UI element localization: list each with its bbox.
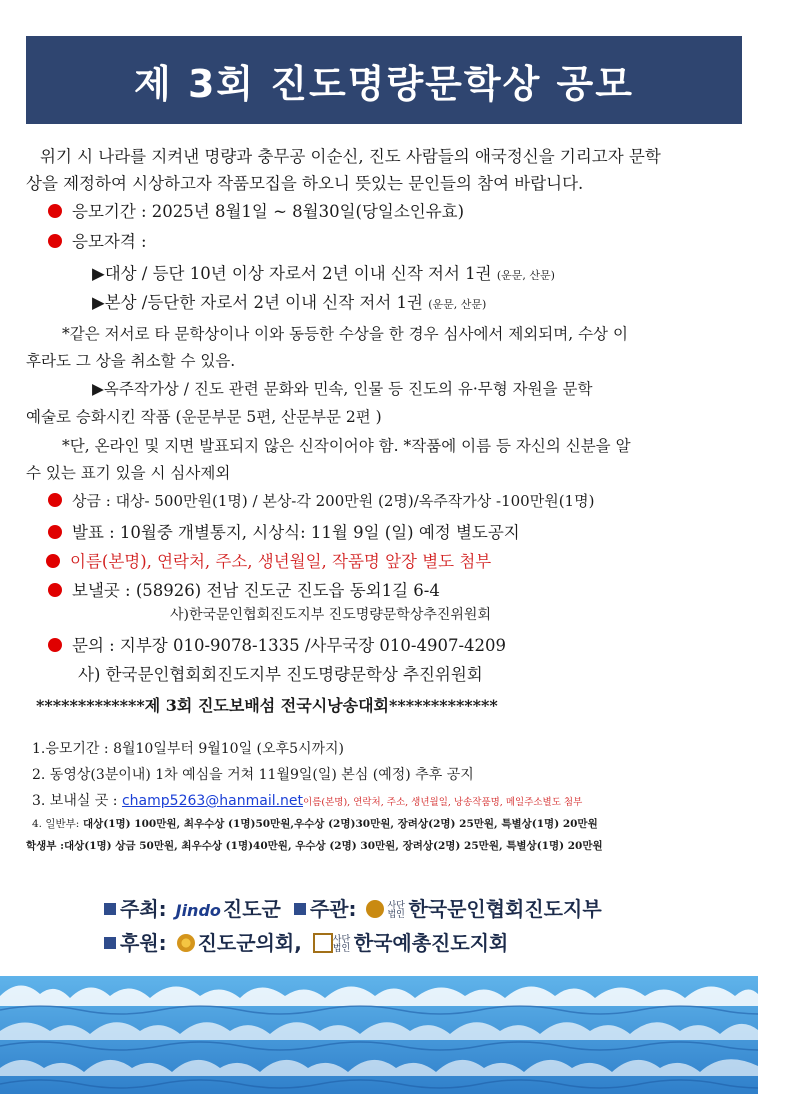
intro-text-1: 위기 시 나라를 지켜낸 명량과 충무공 이순신, 진도 사람들의 애국정신을 기리고자 문학 [40, 147, 661, 166]
main-prize-text: ▶본상 /등단한 자로서 2년 이내 신작 저서 1권 [92, 293, 423, 312]
announce-text: 발표 : 10월중 개별통지, 시상식: 11월 9일 (일) 예정 별도공지 [72, 523, 520, 542]
recital-item-1 [32, 738, 752, 758]
recital-item-3-label: 3. 보내실 곳 : [32, 793, 118, 809]
okju-text-1: ▶옥주작가상 / 진도 관련 문화와 민속, 인물 등 진도의 유·무형 자원을 문학 [92, 380, 593, 398]
grand-prize-item [92, 260, 800, 284]
qualification-item [26, 228, 746, 252]
bullet-icon [48, 638, 62, 652]
okju-text-2: 예술로 승화시킨 작품 (운문부문 5편, 산문부문 2편 ) [26, 408, 382, 426]
send-org [170, 604, 800, 624]
support-2: 한국예총진도지회 [353, 931, 509, 955]
bullet-icon [48, 234, 62, 248]
recital-item-4 [32, 816, 752, 831]
okju-line-1 [26, 377, 746, 399]
email-link[interactable]: champ5263@hanmail.net [121, 793, 304, 809]
title-banner [26, 36, 742, 124]
bullet-icon [48, 204, 62, 218]
note-1-text-2: 후라도 그 상을 취소할 수 있음. [26, 352, 236, 370]
organizers-row-2 [104, 927, 800, 956]
prize-item [26, 490, 746, 511]
manage-badge: 사단 법인 [387, 900, 405, 920]
support-1: 진도군의회, [197, 931, 302, 955]
recital-item-3 [32, 790, 752, 810]
main-prize-item [92, 289, 800, 313]
grand-prize-text: ▶대상 / 등단 10년 이상 자로서 2년 이내 신작 저서 1권 [92, 264, 492, 283]
inquiry-org [78, 661, 798, 685]
inquiry-item [26, 632, 746, 656]
recital-item-3-note: 이름(본명), 연락처, 주소, 생년월일, 낭송작품명, 메일주소별도 첨부 [303, 797, 583, 808]
note-1-line-2 [26, 349, 746, 371]
intro-text-2: 상을 제정하여 시상하고자 작품모집을 하오니 뜻있는 문인들의 참여 바랍니다. [26, 174, 584, 193]
recital-item-2 [32, 764, 752, 784]
square-bullet-icon [294, 903, 306, 915]
attach-text: 이름(본명), 연락처, 주소, 생년월일, 작품명 앞장 별도 첨부 [70, 552, 492, 571]
host-name: 진도군 [222, 897, 281, 921]
main-prize-note: (운문, 산문) [428, 298, 487, 311]
grand-prize-note: (운문, 산문) [496, 269, 555, 282]
page-title: 제 3회 진도명량문학상 공모 [134, 61, 634, 106]
attach-item [26, 548, 746, 572]
council-emblem-icon [177, 934, 195, 952]
bullet-icon [48, 525, 62, 539]
inquiry-org-text: 사) 한국문인협회회진도지부 진도명량문학상 추진위원회 [78, 665, 483, 684]
send-text: 보낼곳 : (58926) 전남 진도군 진도읍 동외1길 6-4 [72, 581, 440, 600]
arts-council-emblem-icon [313, 933, 333, 953]
announce-item [26, 519, 746, 543]
recital-student [26, 838, 746, 853]
inquiry-text: 문의 : 지부장 010-9078-1335 /사무국장 010-4907-4209 [72, 636, 507, 655]
note-2-text-1: *단, 온라인 및 지면 발표되지 않은 신작이어야 함. *작품에 이름 등 자신의 신분을 알 [62, 437, 631, 455]
intro-line-2 [26, 170, 746, 194]
jindo-logo: Jindo [175, 901, 221, 920]
recital-title-text: *************제 3회 진도보배섬 전국시낭송대회************* [36, 696, 498, 715]
association-emblem-icon [366, 900, 384, 918]
qualification-text: 응모자격 : [72, 232, 147, 251]
bullet-icon [48, 583, 62, 597]
bullet-icon [48, 493, 62, 507]
note-2-text-2: 수 있는 표기 있을 시 심사제외 [26, 464, 231, 482]
wave-banner [0, 976, 758, 1094]
recital-item-1-text: 1.응모기간 : 8월10일부터 9월10일 (오후5시까지) [32, 741, 345, 757]
recital-item-2-text: 2. 동영상(3분이내) 1차 예심을 거쳐 11월9일(일) 본심 (예정) 추후 공지 [32, 767, 474, 783]
square-bullet-icon [104, 937, 116, 949]
note-1-line-1 [26, 322, 746, 344]
recital-title [36, 693, 756, 716]
note-2-line-1 [26, 434, 746, 456]
wave-crests [0, 985, 758, 1076]
send-org-text: 사)한국문인협회진도지부 진도명량문학상추진위원회 [170, 607, 491, 623]
recital-student-text: 학생부 :대상(1명) 상금 50만원, 최우수상 (1명)40만원, 우수상 (2명) 30만원, 장려상(2명) 25만원, 특별상(1명) 20만원 [26, 840, 603, 852]
period-item [26, 198, 746, 222]
recital-item-4-text: 대상(1명) 100만원, 최우수상 (1명)50만원,우수상 (2명)30만원, 장려상(2명) 25만원, 특별상(1명) 20만원 [82, 818, 598, 830]
note-1-text-1: *같은 저서로 타 문학상이나 이와 동등한 수상을 한 경우 심사에서 제외되며, 수상 이 [62, 325, 628, 343]
okju-line-2 [26, 405, 746, 427]
square-bullet-icon [104, 903, 116, 915]
manage-name: 한국문인협회진도지부 [408, 897, 602, 921]
period-text: 응모기간 : 2025년 8월1일 ~ 8월30일(당일소인유효) [72, 202, 465, 221]
recital-item-4-prefix: 4. 일반부: [32, 818, 80, 830]
note-2-line-2 [26, 461, 746, 483]
support-2-badge: 사단 법인 [332, 934, 351, 954]
send-item [26, 577, 746, 601]
intro-line-1 [26, 143, 746, 167]
host-label: 주최: [120, 897, 167, 921]
manage-label: 주관: [309, 897, 357, 921]
bullet-icon [46, 554, 60, 568]
prize-text: 상금 : 대상- 500만원(1명) / 본상-각 200만원 (2명)/옥주작가상 -100만원(1명) [72, 492, 595, 510]
organizers-row-1 [104, 893, 800, 922]
support-label: 후원: [120, 931, 167, 955]
